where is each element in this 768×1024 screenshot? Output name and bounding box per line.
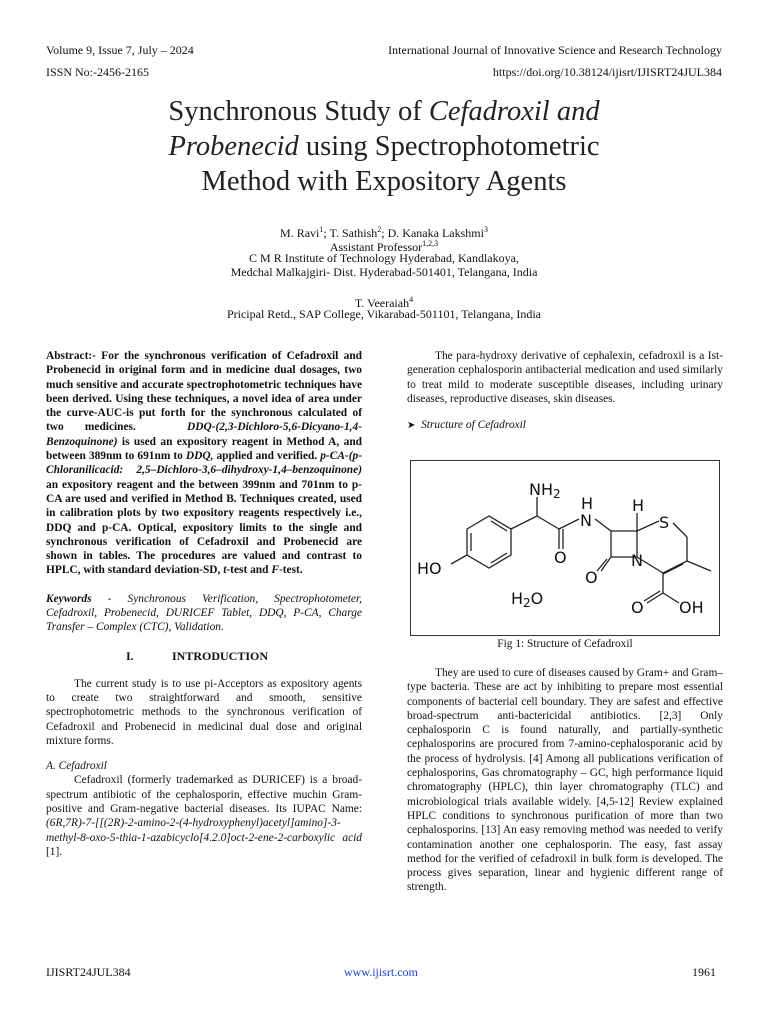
label-oh: OH [679,598,704,617]
author-institution: C M R Institute of Technology Hyderabad, Kandlakoya, [249,251,519,265]
arrow-bullet-icon: ➤ [407,420,416,432]
subsection-heading-cefadroxil: A. Cefadroxil [46,760,107,773]
author-list: M. Ravi$^1$; T. Sathish$^2$; D. Kanaka Lakshmi$^3$ [280,225,488,240]
label-nh2: NH2 [529,480,561,501]
right-column-top [407,349,723,433]
label-h-stereo: H [632,496,645,515]
label-s: S [659,513,670,532]
left-column [46,349,362,859]
section-heading-introduction: I. INTRODUCTION [126,648,269,663]
cefadroxil-structure-diagram [411,461,719,635]
cefadroxil-intro-paragraph: The para-hydroxy derivative of cephalexin, cefadroxil is a Ist-generation cephalosporin antibacterial medication and used similarly to treat mild to moderate susceptible diseases, including urinary diseases, reproductive diseases, skin diseases. [407,350,723,405]
author-address: Medchal Malkajgiri- Dist. Hyderabad-501401, Telangana, India [230,265,538,279]
footer-website-link[interactable]: www.ijisrt.com [344,965,418,979]
footer-id: IJISRT24JUL384 [46,965,131,979]
label-n-amide: N [580,511,592,530]
header-doi[interactable]: https://doi.org/10.38124/ijisrt/IJISRT24JUL384 [492,65,722,79]
label-water: H2O [511,589,544,610]
cefadroxil-paragraph: Cefadroxil (formerly trademarked as DURICEF) is a broad-spectrum antibiotic of the cephalosporin, effective muchin Gram-positive and Gram-negative bacterial diseases. Its IUPAC Name: (6R,7R)-7-[[(2R)-2-amino-2-(4-hydroxyphenyl)acetyl]amino]-3-methyl-8-oxo-5-thia-1-azabicyclo[4.2.0]oct-2-ene-2-carboxylic acid [1]. [46,774,362,858]
figure-structure-cefadroxil [410,460,720,636]
keywords: Keywords - Synchronous Verification, Spectrophotometer, Cefadroxil, Probenecid, DURICEF Tablet, DDQ, P-CA, Charge Transfer – Complex (CTC), Validation. [46,592,362,634]
author-role: Assistant Professor$^{1,2,3}$ [329,239,439,254]
cephalosporin-paragraph: They are used to cure of diseases caused by Gram+ and Gram– type bacteria. These are act by inhibiting to prepare most essential components of bacterial cell boundary. They are safest and effective broad-spectrum anti-bactericidal antibiotics. [2,3] Only cephalosporin C is found naturally, and partially-synthetic cephalosporins are procured from 7-amino-cephalosporanic acid by the process of hydrolysis. [4] Among all publications verification of cephalosporins, Gas chromatography – GC, high performance liquid chromatography (HPLC), thin layer chromatography (TLC) and microbiological trials available widely. [4,5-12] Review explained HPLC conditions to synchronous purification of more than two cephalosporins. [13] An easy removing method was needed to verify contamination another one cephalosporin. The easy, fast assay method for the verified of cefadroxil in bulk form is developed. The process gives separation, linear and hygienic different range of strength. [407,667,723,894]
abstract: Abstract:- For the synchronous verification of Cefadroxil and Probenecid in original form and in medicine dual dosages, two much sensitive and accurate spectrophotometric techniques have been derived. Using these techniques, a novel idea of area under the curve-AUC-is put forth for the synchronous calculated of two medicines. DDQ-(2,3-Dichloro-5,6-Dicyano-1,4-Benzoquinone) is used an expository reagent in Method A, and between 389nm to 691nm to DDQ, applied and verified. p-CA-(p-Chloranilicacid: 2,5–Dichloro-3,6–dihydroxy-1,4–benzoquinone) an expository reagent and the between 399nm and 701nm to p-CA are used and verified in Method B. Techniques created, used in calibration plots by two expository reagents respectively i.e., DDQ and p-CA. Optical, expository limits to the single and synchronous verification of Cefadroxil and Probenecid are shown in tables. The procedures are valued and contrast to HPLC, with standard deviation-SD, t-test and F-test. [46,350,362,577]
right-column-bottom [407,666,723,895]
header-volume: Volume 9, Issue 7, July – 2024 [46,43,194,57]
label-o-amide: O [554,548,567,567]
footer-page-number: 1961 [692,965,716,979]
structure-bullet: ➤ Structure of Cefadroxil [407,419,526,432]
label-o-lactam: O [585,568,598,587]
author-4-affiliation: Pricipal Retd., SAP College, Vikarabad-501101, Telangana, India [226,307,542,321]
header-journal: International Journal of Innovative Science and Research Technology [388,43,722,57]
author-4: T. Veeraiah$^4$ [354,295,414,310]
label-n-ring: N [631,551,643,570]
page-title: Synchronous Study of Cefadroxil and Probenecid using Spectrophotometric Method with Expository Agents [168,96,600,197]
intro-paragraph: The current study is to use pi-Acceptors as expository agents to create two straightforward and smooth, sensitive spectrophotometric methods to the synchronous verification of Cefadroxil and Probenecid in medicinal dual dose and original mixture forms. [46,677,362,747]
label-ho: HO [417,559,442,578]
label-o-carboxyl: O [631,598,644,617]
header-issn: ISSN No:-2456-2165 [46,65,150,79]
figure-caption: Fig 1: Structure of Cefadroxil [497,638,633,650]
label-h-amide: H [581,494,594,513]
